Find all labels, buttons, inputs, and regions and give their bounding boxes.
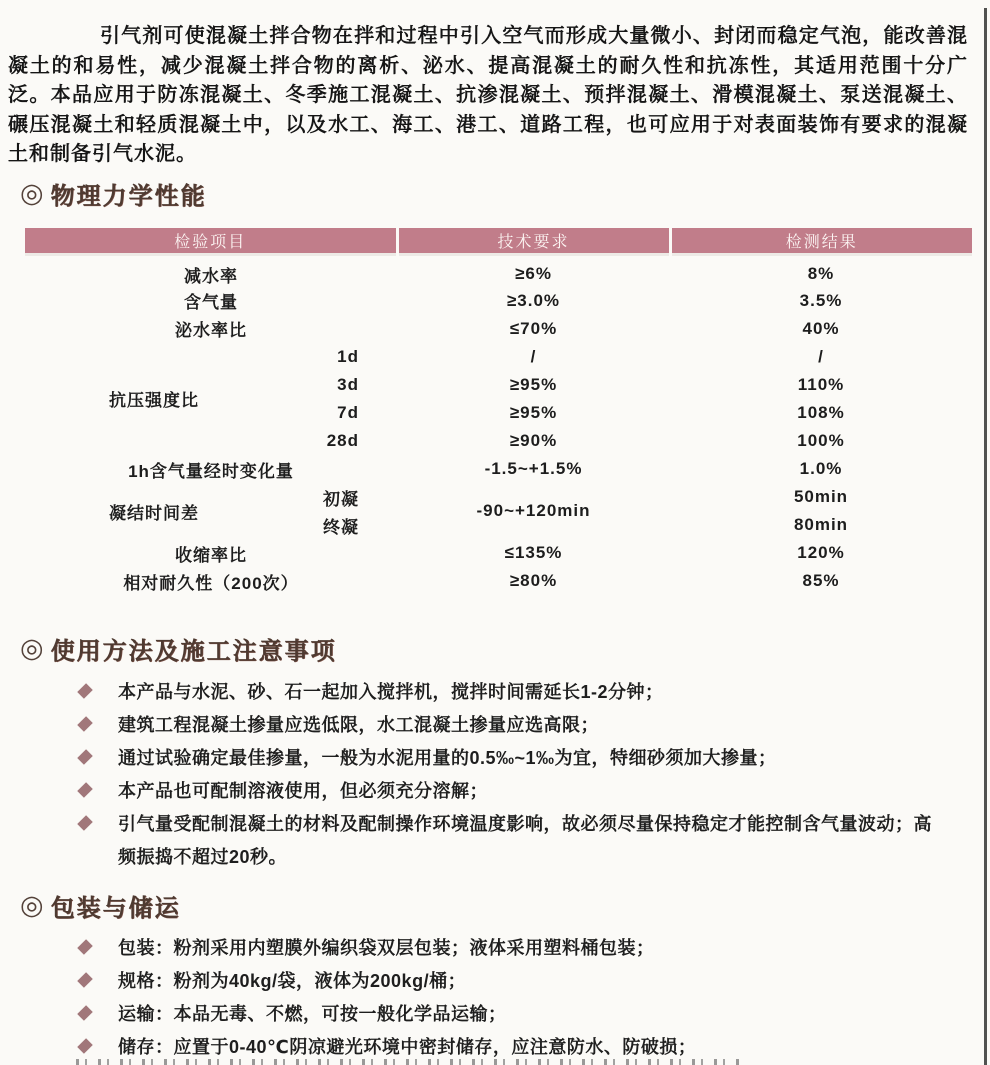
- section-title: 物理力学性能: [50, 183, 207, 210]
- cell-result: 85%: [802, 571, 840, 591]
- cell-result: 108%: [797, 402, 845, 422]
- cell-group-label: 凝结时间差: [109, 503, 199, 523]
- table-header-row: [25, 228, 972, 254]
- cell-requirement: -1.5~+1.5%: [484, 459, 583, 479]
- section-heading-usage: [20, 631, 337, 666]
- cell-requirement: ≥3.0%: [506, 290, 561, 310]
- cell-requirement: -90~+120min: [476, 501, 591, 521]
- intro-paragraph: 引气剂可使混凝土拌合物在拌和过程中引入空气而形成大量微小、封闭而稳定气泡，能改善混凝土的和易性，减少混凝土拌合物的离析、泌水、提高混凝土的耐久性和抗冻性，其适用范围十分广泛。本品应用于防冻混凝土、冬季施工混凝土、抗渗混凝土、预拌混凝土、滑模混凝土、泵送混凝土、碾压混凝土和轻质混凝土中，以及水工、海工、港工、道路工程，也可应用于对表面装饰有要求的混凝土和制备引气水泥。: [8, 25, 968, 165]
- cell-item: 1h含气量经时变化量: [128, 461, 294, 481]
- diamond-bullet-icon: [77, 782, 93, 798]
- packaging-bullet-list: [0, 932, 965, 1064]
- diamond-bullet-icon: [77, 815, 93, 831]
- cell-item: 泌水率比: [175, 321, 247, 341]
- cell-requirement: ≥95%: [509, 402, 558, 422]
- diamond-bullet-icon: [77, 749, 93, 765]
- table-row: [25, 287, 972, 315]
- cell-result: /: [818, 346, 824, 366]
- section-heading-packaging: [20, 888, 181, 923]
- cell-phase: 初凝: [323, 489, 360, 509]
- cell-requirement: ≥80%: [509, 571, 558, 591]
- column-header-result: 检测结果: [670, 228, 972, 254]
- cell-result: 8%: [807, 264, 835, 283]
- diamond-bullet-icon: [77, 1005, 93, 1021]
- cell-result: 80min: [793, 515, 849, 535]
- cell-age: 7d: [337, 402, 360, 422]
- table-row: [25, 539, 972, 567]
- cell-requirement: ≥6%: [515, 264, 552, 283]
- double-circle-icon: ◎: [20, 890, 44, 920]
- table-row: [25, 343, 972, 371]
- cell-result: 40%: [802, 318, 840, 338]
- column-header-requirement: 技术要求: [397, 228, 670, 254]
- list-item: [0, 808, 948, 874]
- scan-artifact-line: [984, 8, 987, 1065]
- list-item: [0, 965, 948, 998]
- cell-result: 100%: [797, 431, 845, 451]
- list-item: [0, 742, 948, 775]
- list-item: [0, 775, 948, 808]
- list-item-text: 本产品与水泥、砂、石一起加入搅拌机，搅拌时间需延长1-2分钟；: [118, 682, 664, 702]
- cell-item: 减水率: [184, 266, 238, 286]
- column-header-item: 检验项目: [25, 228, 397, 254]
- cell-age: 1d: [337, 346, 360, 366]
- usage-bullet-list: [0, 676, 965, 874]
- double-circle-icon: ◎: [20, 178, 44, 208]
- cell-requirement: ≤70%: [509, 318, 558, 338]
- physical-properties-table: [25, 228, 972, 596]
- cell-result: 3.5%: [799, 290, 843, 310]
- list-item-text: 引气量受配制混凝土的材料及配制操作环境温度影响，故必须尽量保持稳定才能控制含气量波动；高频振捣不超过20秒。: [118, 814, 932, 867]
- cell-requirement: /: [530, 346, 537, 366]
- cell-age: 28d: [326, 431, 360, 451]
- list-item-text: 规格：粉剂为40kg/袋，液体为200kg/桶；: [118, 971, 467, 991]
- double-circle-icon: ◎: [20, 633, 44, 663]
- diamond-bullet-icon: [77, 683, 93, 699]
- list-item-text: 通过试验确定最佳掺量，一般为水泥用量的0.5‰~1‰为宜，特细砂须加大掺量；: [118, 748, 777, 768]
- cell-requirement: ≥90%: [509, 431, 558, 451]
- cell-result: 1.0%: [799, 459, 843, 479]
- cell-item: 含气量: [184, 293, 238, 313]
- list-item-text: 包装：粉剂采用内塑膜外编织袋双层包装；液体采用塑料桶包装；: [118, 938, 655, 958]
- list-item: [0, 676, 948, 709]
- list-item-text: 本产品也可配制溶液使用，但必须充分溶解；: [118, 781, 488, 801]
- cell-requirement: ≥95%: [509, 374, 558, 394]
- list-item-text: 建筑工程混凝土掺量应选低限，水工混凝土掺量应选高限；: [118, 715, 599, 735]
- diamond-bullet-icon: [77, 716, 93, 732]
- cell-phase: 终凝: [323, 517, 360, 537]
- cell-requirement: ≤135%: [504, 543, 563, 563]
- diamond-bullet-icon: [77, 1038, 93, 1054]
- diamond-bullet-icon: [77, 939, 93, 955]
- section-heading-physical: [20, 176, 207, 211]
- table-row: [25, 315, 972, 343]
- table-row: [25, 483, 972, 511]
- cell-result: 50min: [793, 487, 849, 507]
- cell-item: 相对耐久性（200次）: [123, 573, 299, 593]
- cell-age: 3d: [337, 374, 360, 394]
- list-item: [0, 709, 948, 742]
- cell-group-label: 抗压强度比: [109, 391, 199, 411]
- list-item: [0, 932, 948, 965]
- cell-result: 120%: [797, 543, 845, 563]
- table-row: [25, 567, 972, 595]
- list-item-text: 运输：本品无毒、不燃，可按一般化学品运输；: [118, 1004, 507, 1024]
- cell-result: 110%: [797, 374, 845, 394]
- diamond-bullet-icon: [77, 972, 93, 988]
- cell-item: 收缩率比: [175, 545, 247, 565]
- section-title: 使用方法及施工注意事项: [50, 638, 337, 665]
- list-item: [0, 998, 948, 1031]
- table-row: [25, 455, 972, 483]
- section-title: 包装与储运: [50, 895, 181, 922]
- table-row: [25, 254, 972, 287]
- list-item-text: 储存：应置于0-40℃阴凉避光环境中密封储存，应注意防水、防破损；: [118, 1037, 697, 1057]
- cutoff-text-fragments: [76, 1059, 744, 1065]
